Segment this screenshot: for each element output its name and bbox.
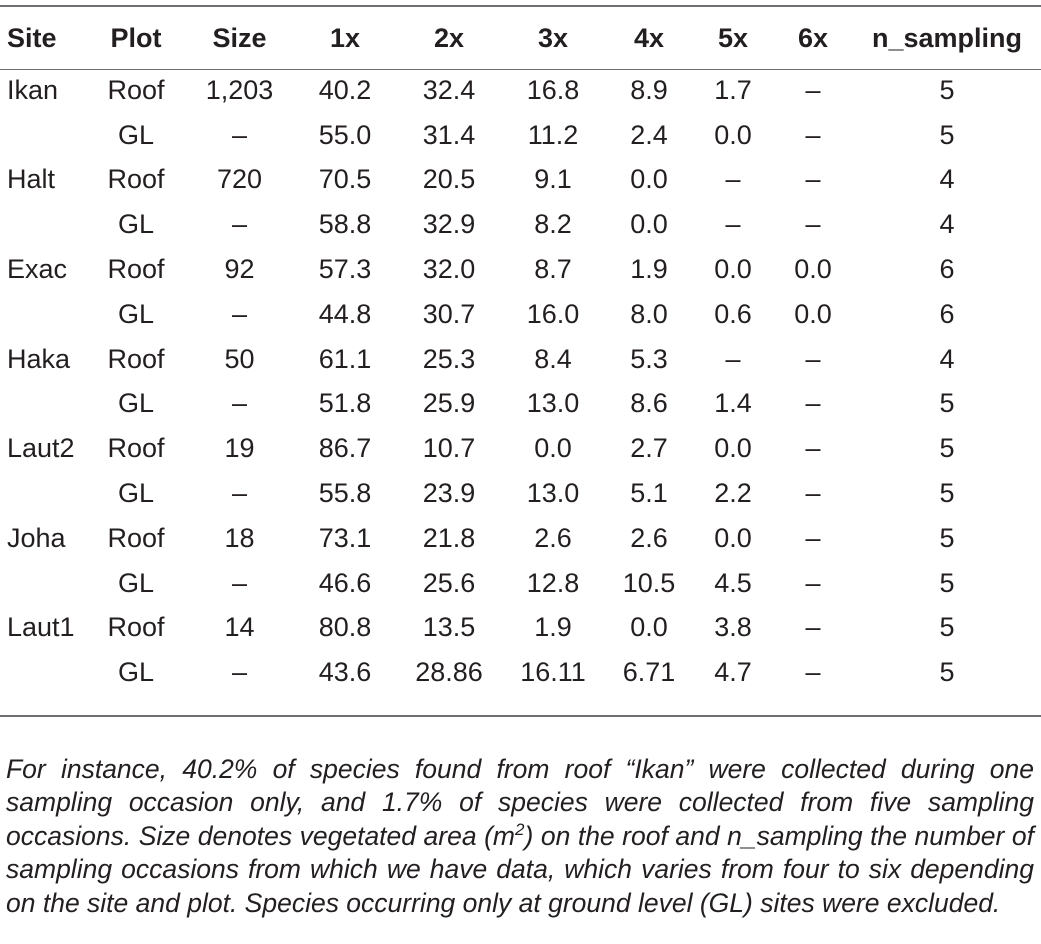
cell-3x: 11.2 xyxy=(527,119,579,150)
cell-6x: 0.0 xyxy=(794,298,832,329)
cell-3x: 1.9 xyxy=(534,612,572,643)
cell-3x: 8.4 xyxy=(534,343,572,374)
cell-2x: 31.4 xyxy=(422,119,476,150)
cell-n-sampling: 5 xyxy=(939,74,955,105)
cell-4x: 2.4 xyxy=(630,119,668,150)
cell-6x: – xyxy=(805,164,821,195)
cell-6x: – xyxy=(805,657,821,688)
cell-1x: 57.3 xyxy=(318,254,372,285)
header-row xyxy=(0,14,1041,62)
cell-4x: 8.9 xyxy=(630,74,668,105)
cell-3x: 16.0 xyxy=(526,298,580,329)
cell-n-sampling: 5 xyxy=(939,388,955,419)
header-5x: 5x xyxy=(717,22,749,53)
cell-plot: GL xyxy=(117,388,155,419)
cell-3x: 0.0 xyxy=(534,433,572,464)
table-row xyxy=(0,382,1041,427)
cell-6x: – xyxy=(805,522,821,553)
cell-size: – xyxy=(231,119,248,150)
cell-2x: 32.0 xyxy=(422,254,476,285)
cell-size: – xyxy=(231,298,248,329)
cell-4x: 8.6 xyxy=(630,388,668,419)
table-row xyxy=(0,113,1041,158)
cell-site xyxy=(0,202,86,247)
cell-1x: 80.8 xyxy=(318,612,372,643)
cell-4x: 5.1 xyxy=(630,478,668,509)
table-row xyxy=(0,650,1041,695)
cell-1x: 46.6 xyxy=(318,567,372,598)
table-row xyxy=(0,337,1041,382)
header-size: Size xyxy=(212,22,267,53)
cell-1x: 43.6 xyxy=(318,657,372,688)
cell-site: Joha xyxy=(7,522,66,553)
table-row xyxy=(0,62,1041,113)
cell-4x: 2.7 xyxy=(630,433,668,464)
table-row xyxy=(0,561,1041,606)
table-row xyxy=(0,516,1041,561)
header-3x: 3x xyxy=(537,22,569,53)
header-site: Site xyxy=(7,22,57,53)
cell-site xyxy=(0,382,86,427)
cell-2x: 13.5 xyxy=(422,612,476,643)
cell-3x: 8.7 xyxy=(534,254,572,285)
cell-4x: 6.71 xyxy=(622,657,676,688)
cell-size: 14 xyxy=(224,612,255,643)
cell-4x: 0.0 xyxy=(630,164,668,195)
header-plot: Plot xyxy=(110,22,162,53)
header-4x: 4x xyxy=(633,22,665,53)
cell-1x: 70.5 xyxy=(318,164,372,195)
cell-plot: Roof xyxy=(107,74,165,105)
cell-1x: 51.8 xyxy=(318,388,372,419)
caption-superscript: 2 xyxy=(515,819,525,839)
cell-6x: 0.0 xyxy=(794,254,832,285)
top-rule xyxy=(0,5,1041,7)
cell-n-sampling: 5 xyxy=(939,657,955,688)
cell-n-sampling: 4 xyxy=(939,343,955,374)
cell-n-sampling: 4 xyxy=(939,164,955,195)
cell-3x: 13.0 xyxy=(526,478,580,509)
cell-5x: 1.4 xyxy=(714,388,752,419)
cell-4x: 0.0 xyxy=(630,612,668,643)
cell-n-sampling: 5 xyxy=(939,433,955,464)
cell-plot: GL xyxy=(117,478,155,509)
cell-3x: 8.2 xyxy=(534,209,572,240)
cell-plot: GL xyxy=(117,657,155,688)
cell-6x: – xyxy=(805,433,821,464)
cell-5x: 0.0 xyxy=(714,254,752,285)
cell-5x: 0.6 xyxy=(714,298,752,329)
cell-size: – xyxy=(231,478,248,509)
cell-6x: – xyxy=(805,612,821,643)
cell-5x: 2.2 xyxy=(714,478,752,509)
cell-n-sampling: 5 xyxy=(939,478,955,509)
table-row xyxy=(0,292,1041,337)
cell-plot: Roof xyxy=(107,164,165,195)
cell-plot: GL xyxy=(117,119,155,150)
cell-2x: 10.7 xyxy=(422,433,476,464)
cell-1x: 61.1 xyxy=(318,343,372,374)
cell-plot: GL xyxy=(117,209,155,240)
cell-size: 19 xyxy=(224,433,255,464)
cell-6x: – xyxy=(805,209,821,240)
cell-size: – xyxy=(231,209,248,240)
cell-n-sampling: 5 xyxy=(939,612,955,643)
cell-n-sampling: 6 xyxy=(939,298,955,329)
cell-5x: 4.7 xyxy=(714,657,752,688)
cell-1x: 44.8 xyxy=(318,298,372,329)
cell-plot: Roof xyxy=(107,254,165,285)
cell-n-sampling: 6 xyxy=(939,254,955,285)
cell-n-sampling: 4 xyxy=(939,209,955,240)
cell-1x: 40.2 xyxy=(318,74,372,105)
table-row xyxy=(0,471,1041,516)
cell-3x: 12.8 xyxy=(526,567,580,598)
cell-site: Ikan xyxy=(7,74,59,105)
cell-1x: 55.0 xyxy=(318,119,372,150)
cell-5x: – xyxy=(725,164,741,195)
cell-n-sampling: 5 xyxy=(939,119,955,150)
cell-5x: 4.5 xyxy=(714,567,752,598)
cell-2x: 28.86 xyxy=(415,657,483,688)
cell-site xyxy=(0,292,86,337)
cell-3x: 2.6 xyxy=(534,522,572,553)
cell-5x: – xyxy=(725,343,741,374)
cell-site: Halt xyxy=(7,164,56,195)
cell-size: – xyxy=(231,567,248,598)
cell-3x: 13.0 xyxy=(526,388,580,419)
data-table xyxy=(0,14,1041,695)
cell-size: – xyxy=(231,657,248,688)
cell-6x: – xyxy=(805,74,821,105)
cell-2x: 21.8 xyxy=(422,522,476,553)
cell-4x: 2.6 xyxy=(630,522,668,553)
cell-1x: 58.8 xyxy=(318,209,372,240)
cell-size: 720 xyxy=(216,164,263,195)
caption-text-2: ) on the roof and n_sampling the number of sampling occasions from which we have data, which varies from four to six depending on the site and plot. Species occurring only at ground level (GL) sites were excluded. xyxy=(6,820,1034,918)
cell-site: Laut1 xyxy=(7,612,75,643)
table-row xyxy=(0,247,1041,292)
cell-1x: 55.8 xyxy=(318,478,372,509)
header-n-sampling: n_sampling xyxy=(871,22,1023,53)
cell-2x: 20.5 xyxy=(422,164,476,195)
cell-1x: 86.7 xyxy=(318,433,372,464)
cell-size: 50 xyxy=(224,343,255,374)
cell-6x: – xyxy=(805,119,821,150)
table-body xyxy=(0,62,1041,695)
cell-3x: 9.1 xyxy=(534,164,572,195)
cell-n-sampling: 5 xyxy=(939,567,955,598)
caption-text-1: For instance, 40.2% of species found from roof “Ikan” were collected during one sampling occasion only, and 1.7% of species were collected from five sampling occasions. Size denotes vegetated area (m xyxy=(6,753,1034,851)
table-row xyxy=(0,426,1041,471)
cell-6x: – xyxy=(805,388,821,419)
cell-plot: Roof xyxy=(107,433,165,464)
cell-site xyxy=(0,561,86,606)
cell-2x: 30.7 xyxy=(422,298,476,329)
cell-5x: 3.8 xyxy=(714,612,752,643)
cell-site xyxy=(0,113,86,158)
cell-plot: Roof xyxy=(107,522,165,553)
table-row xyxy=(0,606,1041,651)
cell-4x: 0.0 xyxy=(630,209,668,240)
cell-2x: 25.9 xyxy=(422,388,476,419)
cell-5x: 0.0 xyxy=(714,522,752,553)
cell-6x: – xyxy=(805,478,821,509)
cell-6x: – xyxy=(805,343,821,374)
table-row xyxy=(0,202,1041,247)
cell-3x: 16.11 xyxy=(520,657,586,688)
header-1x: 1x xyxy=(329,22,361,53)
cell-size: 92 xyxy=(224,254,255,285)
cell-2x: 32.4 xyxy=(422,74,476,105)
cell-5x: 0.0 xyxy=(714,119,752,150)
cell-4x: 8.0 xyxy=(630,298,668,329)
cell-plot: GL xyxy=(117,298,155,329)
table-row xyxy=(0,158,1041,203)
cell-size: 1,203 xyxy=(205,74,274,105)
cell-4x: 10.5 xyxy=(622,567,676,598)
cell-size: – xyxy=(231,388,248,419)
cell-site: Laut2 xyxy=(7,433,75,464)
cell-5x: 1.7 xyxy=(714,74,752,105)
cell-n-sampling: 5 xyxy=(939,522,955,553)
table-caption xyxy=(6,753,1034,921)
cell-2x: 25.3 xyxy=(422,343,476,374)
cell-plot: Roof xyxy=(107,612,165,643)
cell-plot: Roof xyxy=(107,343,165,374)
bottom-rule xyxy=(0,715,1041,717)
cell-1x: 73.1 xyxy=(318,522,372,553)
cell-2x: 32.9 xyxy=(422,209,476,240)
cell-4x: 1.9 xyxy=(630,254,668,285)
cell-5x: 0.0 xyxy=(714,433,752,464)
cell-3x: 16.8 xyxy=(526,74,580,105)
cell-6x: – xyxy=(805,567,821,598)
cell-site xyxy=(0,650,86,695)
header-6x: 6x xyxy=(797,22,829,53)
cell-site: Haka xyxy=(7,343,71,374)
cell-4x: 5.3 xyxy=(630,343,668,374)
cell-2x: 23.9 xyxy=(422,478,476,509)
cell-plot: GL xyxy=(117,567,155,598)
cell-5x: – xyxy=(725,209,741,240)
header-2x: 2x xyxy=(433,22,465,53)
cell-size: 18 xyxy=(224,522,255,553)
cell-site: Exac xyxy=(7,254,68,285)
cell-2x: 25.6 xyxy=(422,567,476,598)
cell-site xyxy=(0,471,86,516)
